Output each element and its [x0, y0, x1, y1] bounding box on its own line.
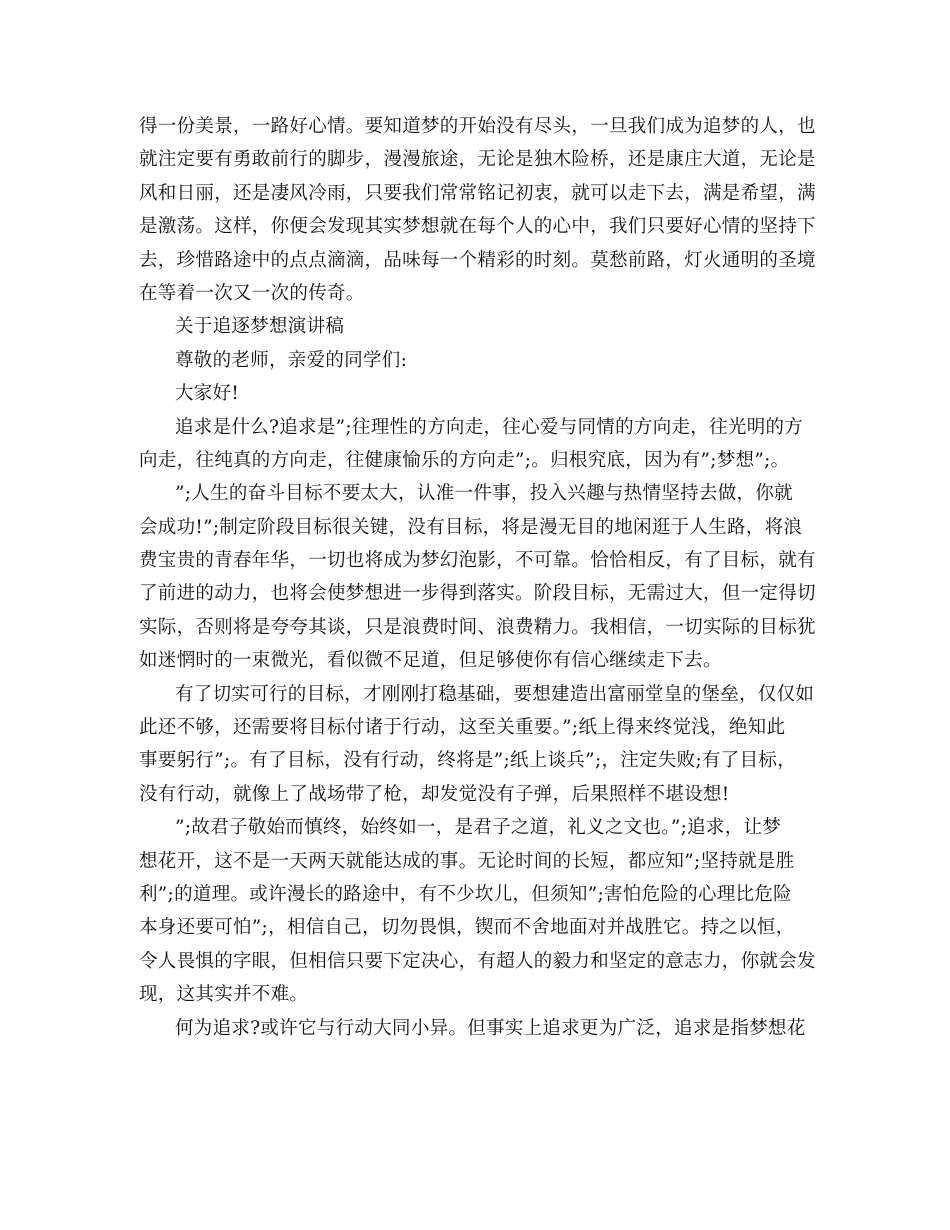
text-line: 本身还要可怕”;，相信自己，切勿畏惧，锲而不舍地面对并战胜它。持之以恒，	[139, 917, 795, 939]
text-line: 追求是什么?追求是”;往理性的方向走，往心爱与同情的方向走，往光明的方	[175, 416, 804, 438]
text-line: 利”;的道理。或许漫长的路途中，有不少坎儿，但须知”;害怕危险的心理比危险	[139, 883, 792, 905]
text-line: 实际，否则将是夸夸其谈，只是浪费时间、浪费精力。我相信，一切实际的目标犹	[139, 616, 816, 638]
text-line: 了前进的动力，也将会使梦想进一步得到落实。阶段目标，无需过大，但一定得切	[139, 583, 816, 605]
text-line: 事要躬行”;。有了目标，没有行动，终将是”;纸上谈兵”;，注定失败;有了目标，	[139, 750, 797, 772]
text-line: 现，这其实并不难。	[139, 984, 309, 1006]
text-line: 没有行动，就像上了战场带了枪，却发觉没有子弹，后果照样不堪设想!	[139, 783, 730, 805]
text-line: 尊敬的老师，亲爱的同学们:	[175, 349, 408, 371]
text-line: 去，珍惜路途中的点点滴滴，品味每一个精彩的时刻。莫愁前路，灯火通明的圣境	[139, 249, 816, 271]
text-line: 是激荡。这样，你便会发现其实梦想就在每个人的心中，我们只要好心情的坚持下	[139, 216, 816, 238]
text-line: 在等着一次又一次的传奇。	[139, 282, 365, 304]
text-line: 想花开，这不是一天两天就能达成的事。无论时间的长短，都应知”;坚持就是胜	[139, 850, 795, 872]
text-line: 此还不够，还需要将目标付诸于行动，这至关重要。”;纸上得来终觉浅，绝知此	[139, 717, 786, 739]
text-line: 大家好!	[175, 383, 240, 405]
text-line: 令人畏惧的字眼，但相信只要下定决心，有超人的毅力和坚定的意志力，你就会发	[139, 950, 816, 972]
text-line: 得一份美景，一路好心情。要知道梦的开始没有尽头，一旦我们成为追梦的人，也	[139, 116, 816, 137]
text-line: 何为追求?或许它与行动大同小异。但事实上追求更为广泛，追求是指梦想花	[175, 1017, 806, 1039]
text-line: 向走，往纯真的方向走，往健康愉乐的方向走”;。归根究底，因为有”;梦想”;。	[139, 449, 790, 471]
text-line: 会成功!”;制定阶段目标很关键，没有目标，将是漫无目的地闲逛于人生路，将浪	[139, 516, 803, 538]
document-page	[139, 110, 815, 1045]
text-line: 关于追逐梦想演讲稿	[175, 316, 345, 338]
text-line: 如迷惘时的一束微光，看似微不足道，但足够使你有信心继续走下去。	[139, 650, 722, 672]
text-line: ”;故君子敬始而慎终，始终如一，是君子之道，礼义之文也。”;追求，让梦	[175, 817, 782, 839]
text-line: 有了切实可行的目标，才刚刚打稳基础，要想建造出富丽堂皇的堡垒，仅仅如	[175, 683, 815, 705]
text-line: 风和日丽，还是凄风冷雨，只要我们常常铭记初衷，就可以走下去，满是希望，满	[139, 182, 816, 204]
text-line: 就注定要有勇敢前行的脚步，漫漫旅途，无论是独木险桥，还是康庄大道，无论是	[139, 149, 816, 171]
text-line: ”;人生的奋斗目标不要太大，认准一件事，投入兴趣与热情坚持去做，你就	[175, 483, 793, 505]
text-line: 费宝贵的青春年华，一切也将成为梦幻泡影，不可靠。恰恰相反，有了目标，就有	[139, 550, 816, 572]
